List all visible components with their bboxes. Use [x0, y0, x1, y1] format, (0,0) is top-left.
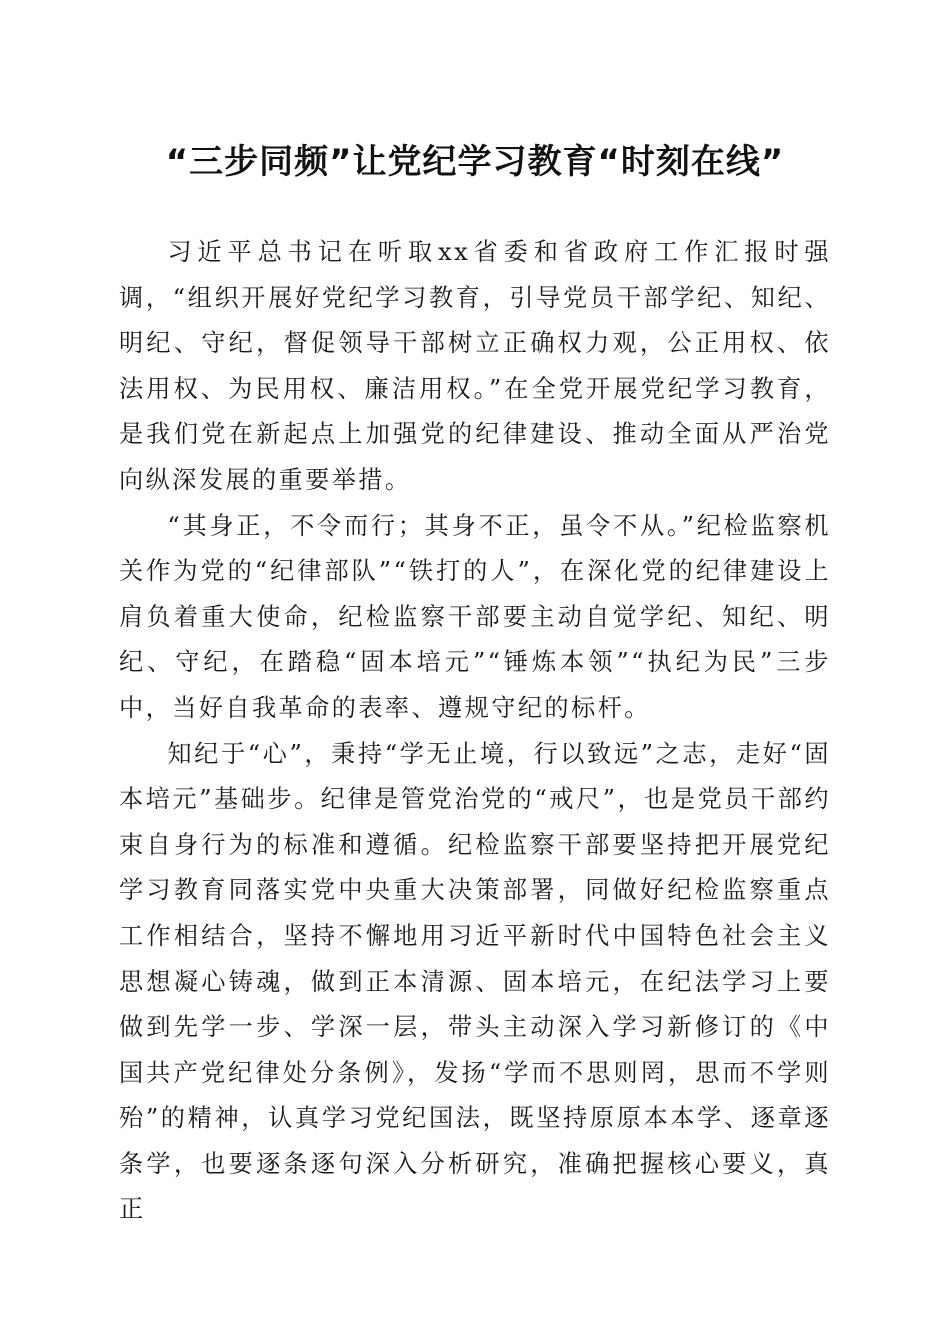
document-body: [119, 230, 831, 1233]
paragraph: 知纪于“心”，秉持“学无止境，行以致远”之志，走好“固本培元”基础步。纪律是管党治党的“戒尺”，也是党员干部约束自身行为的标准和遵循。纪检监察干部要坚持把开展党纪学习教育同落实党中央重大决策部署，同做好纪检监察重点工作相结合，坚持不懈地用习近平新时代中国特色社会主义思想凝心铸魂，做到正本清源、固本培元，在纪法学习上要做到先学一步、学深一层，带头主动深入学习新修订的《中国共产党纪律处分条例》，发扬“学而不思则罔，思而不学则殆”的精神，认真学习党纪国法，既坚持原原本本学、逐章逐条学，也要逐条逐句深入分析研究，准确把握核心要义，真正: [119, 739, 831, 1224]
document-title: “三步同频”让党纪学习教育“时刻在线”: [165, 142, 785, 182]
paragraph: “其身正，不令而行；其身不正，虽令不从。”纪检监察机关作为党的“纪律部队”“铁打的人”，在深化党的纪律建设上肩负着重大使命，纪检监察干部要主动自觉学纪、知纪、明纪、守纪，在踏稳“固本培元”“锤炼本领”“执纪为民”三步中，当好自我革命的表率、遵规守纪的标杆。: [119, 511, 831, 722]
paragraph: 习近平总书记在听取xx省委和省政府工作汇报时强调，“组织开展好党纪学习教育，引导党员干部学纪、知纪、明纪、守纪，督促领导干部树立正确权力观，公正用权、依法用权、为民用权、廉洁用权。”在全党开展党纪学习教育，是我们党在新起点上加强党的纪律建设、推动全面从严治党向纵深发展的重要举措。: [119, 238, 831, 494]
